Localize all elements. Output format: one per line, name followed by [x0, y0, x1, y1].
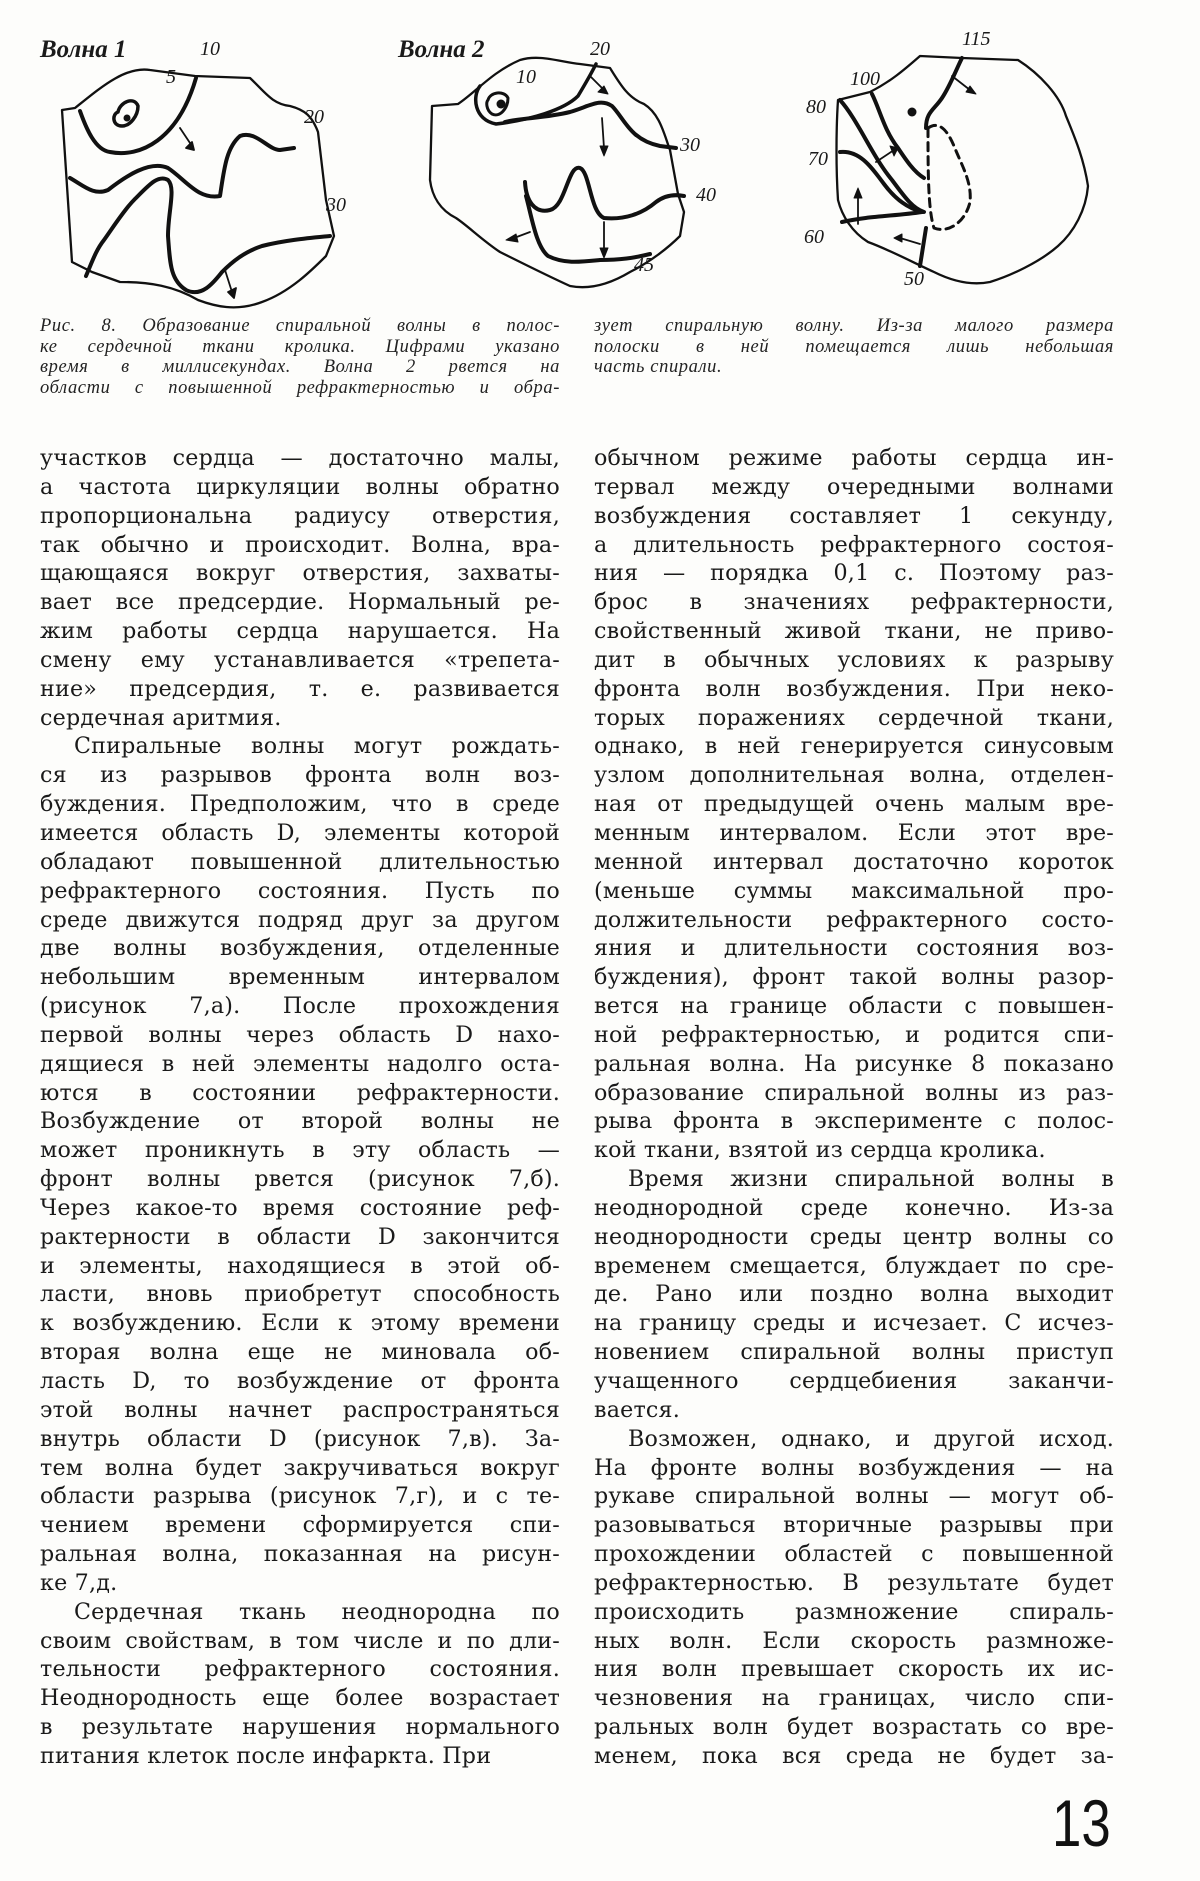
text-line: ласти, вновь приобретут способность [40, 1281, 560, 1308]
text-line: Время жизни спиральной волны в [628, 1166, 1114, 1193]
text-line: рукаве спиральной волны — могут об- [594, 1483, 1114, 1510]
text-line: разовываться вторичные разрывы при [594, 1512, 1114, 1539]
text-line: Возможен, однако, и другой исход. [628, 1425, 1114, 1452]
text-line: питания клеток после инфаркта. При [40, 1742, 492, 1769]
text-line: прохождении областей с повышенной [594, 1541, 1114, 1568]
text-line: ются в состоянии рефрактерности. [40, 1079, 560, 1106]
text-line: тервал между очередными волнами [594, 473, 1114, 500]
panel-1-time-10: 10 [200, 38, 220, 60]
text-line: жим работы сердца нарушается. На [40, 618, 560, 645]
text-line: своим свойствам, в том числе и по дли- [40, 1627, 560, 1654]
text-line: рактерности в области D закончится [40, 1223, 560, 1250]
text-line: вается. [594, 1396, 681, 1423]
text-line: а частота циркуляции волны обратно [40, 473, 560, 500]
text-line: ная от предыдущей очень малым вре- [594, 791, 1114, 818]
text-line: рефрактерностью. В результате будет [594, 1569, 1114, 1596]
text-line: вторая волна еще не миновала об- [40, 1339, 560, 1366]
text-line: щающаяся вокруг отверстия, захваты- [40, 560, 560, 587]
caption-line: полоски в ней помещается лишь небольшая [594, 336, 1114, 357]
panel-2-time-20: 20 [590, 38, 610, 60]
panel-1-time-20: 20 [304, 106, 324, 128]
caption-line: время в миллисекундах. Волна 2 рвется на [40, 357, 560, 377]
text-line: небольшим временным интервалом [40, 964, 560, 991]
text-line: ных волн. Если скорость размноже- [594, 1627, 1114, 1654]
panel-3-time-100: 100 [850, 68, 880, 90]
body-right-column [594, 444, 1114, 1771]
text-line: и элементы, находящиеся в этой об- [40, 1252, 560, 1279]
figure-caption-right [594, 316, 1114, 378]
text-line: ния волн превышает скорость их ис- [594, 1656, 1114, 1683]
page-number: 13 [1052, 1786, 1111, 1860]
text-line: Неоднородность еще более возрастает [40, 1685, 560, 1712]
text-line: буждения. Предположим, что в среде [40, 791, 560, 818]
text-line: менем, пока вся среда не будет за- [594, 1742, 1114, 1769]
text-line: смену ему устанавливается «трепета- [40, 646, 560, 673]
panel-2-drawing [430, 58, 684, 287]
text-line: этой волны начнет распространяться [40, 1396, 560, 1423]
text-line: торых поражениях сердечной ткани, [594, 704, 1114, 731]
panel-2-label: Волна 2 [398, 36, 485, 63]
text-line: пропорциональна радиусу отверстия, [40, 502, 560, 529]
text-line: неоднородности среды центр волны со [594, 1223, 1114, 1250]
text-line: буждения), фронт такой волны разор- [594, 964, 1114, 991]
figure-8 [0, 0, 1200, 315]
text-line: на границу среды и исчезает. С исчез- [594, 1310, 1114, 1337]
text-line: вется на границе области с повышен- [594, 993, 1114, 1020]
text-line: а длительность рефрактерного состоя- [594, 531, 1114, 558]
text-line: среде движутся подряд друг за другом [40, 906, 560, 933]
panel-2-time-45: 45 [634, 254, 654, 276]
text-line: ной рефрактерностью, и родится спи- [594, 1021, 1114, 1048]
text-line: учащенного сердцебиения заканчи- [594, 1368, 1114, 1394]
text-line: внутрь области D (рисунок 7,в). За- [40, 1425, 560, 1452]
text-line: менной интервал достаточно короток [594, 848, 1114, 875]
panel-1-label: Волна 1 [40, 36, 127, 63]
text-line: менным интервалом. Если этот вре- [594, 819, 1114, 846]
text-line: образование спиральной волны из раз- [594, 1079, 1114, 1106]
text-line: рефрактерного состояния. Пусть по [40, 877, 560, 904]
figure-caption-left [40, 316, 560, 398]
text-line: сердечная аритмия. [40, 704, 282, 731]
panel-3-time-70: 70 [808, 148, 828, 170]
text-line: ласть D, то возбуждение от фронта [40, 1368, 560, 1394]
text-line: ся из разрывов фронта волн воз- [40, 762, 560, 789]
text-line: ральная волна. На рисунке 8 показано [594, 1050, 1114, 1077]
text-line: чезновения на границах, число спи- [594, 1685, 1114, 1712]
text-line: ние» предсердия, т. е. развивается [40, 675, 560, 702]
text-line: узлом дополнительная волна, отделен- [594, 762, 1114, 789]
text-line: кой ткани, взятой из сердца кролика. [594, 1137, 1046, 1164]
text-line: тельности рефрактерного состояния. [40, 1656, 560, 1683]
text-line: обычном режиме работы сердца ин- [594, 445, 1114, 471]
text-line: свойственный живой ткани, не приво- [594, 618, 1114, 645]
text-line: Спиральные волны могут рождать- [74, 733, 560, 760]
text-line: рыва фронта в эксперименте с полос- [594, 1108, 1114, 1135]
text-line: участков сердца — достаточно малы, [40, 445, 560, 471]
panel-3-time-115: 115 [962, 28, 991, 50]
text-line: (меньше суммы максимальной про- [594, 877, 1114, 904]
text-line: брос в значениях рефрактерности, [594, 589, 1114, 616]
text-line: дящиеся в ней элементы надолго оста- [40, 1050, 560, 1077]
text-line: так обычно и происходит. Волна, вра- [40, 531, 560, 558]
text-line: происходить размножение спираль- [594, 1598, 1114, 1625]
text-line: ральных волн будет возрастать со вре- [594, 1714, 1114, 1741]
text-line: однако, в ней генерируется синусовым [594, 733, 1114, 760]
panel-1-drawing [62, 70, 334, 308]
text-line: вает все предсердие. Нормальный ре- [40, 589, 560, 616]
caption-line: ке сердечной ткани кролика. Цифрами указано [40, 336, 560, 357]
panel-2-time-10: 10 [516, 66, 536, 88]
caption-line: Рис. 8. Образование спиральной волны в полос- [40, 316, 560, 336]
body-left-column [40, 444, 560, 1771]
panel-1-time-5: 5 [166, 66, 176, 88]
text-line: обладают повышенной длительностью [40, 848, 560, 875]
text-line: Возбуждение от второй волны не [40, 1108, 560, 1135]
text-line: фронт волны рвется (рисунок 7,б). [40, 1166, 560, 1193]
text-line: к возбуждению. Если к этому времени [40, 1310, 560, 1337]
text-line: две волны возбуждения, отделенные [40, 935, 560, 962]
panel-2-time-40: 40 [696, 184, 716, 206]
panel-2-time-30: 30 [680, 134, 700, 156]
text-line: ральная волна, показанная на рисун- [40, 1541, 560, 1568]
panel-3-time-60: 60 [804, 226, 824, 248]
text-line: тем волна будет закручиваться вокруг [40, 1454, 560, 1481]
caption-line: зует спиральную волну. Из-за малого размера [594, 316, 1114, 336]
text-line: дит в обычных условиях к разрыву [594, 646, 1114, 673]
text-line: в результате нарушения нормального [40, 1714, 560, 1741]
text-line: Сердечная ткань неоднородна по [74, 1598, 560, 1625]
text-line: Через какое-то время состояние реф- [40, 1194, 560, 1221]
text-line: возбуждения составляет 1 секунду, [594, 502, 1114, 529]
caption-line: области с повышенной рефрактерностью и обра- [40, 377, 560, 398]
text-line: неоднородной среде конечно. Из-за [594, 1194, 1114, 1221]
panel-1-time-30: 30 [326, 194, 346, 216]
text-line: фронта волн возбуждения. При неко- [594, 675, 1114, 702]
caption-line: часть спирали. [594, 357, 723, 377]
text-line: должительности рефрактерного состо- [594, 906, 1114, 933]
text-line: может проникнуть в эту область — [40, 1137, 560, 1164]
text-line: (рисунок 7,а). После прохождения [40, 993, 560, 1020]
text-line: де. Рано или поздно волна выходит [594, 1281, 1114, 1308]
text-line: временем смещается, блуждает по сре- [594, 1252, 1114, 1279]
text-line: новением спиральной волны приступ [594, 1339, 1114, 1366]
text-line: На фронте волны возбуждения — на [594, 1454, 1114, 1481]
text-line: имеется область D, элементы которой [40, 819, 560, 846]
text-line: ке 7,д. [40, 1569, 118, 1596]
text-line: яния и длительности состояния воз- [594, 935, 1114, 962]
text-line: первой волны через область D нахо- [40, 1021, 560, 1048]
panel-3-time-50: 50 [904, 268, 924, 290]
text-line: ния — порядка 0,1 с. Поэтому раз- [594, 560, 1114, 587]
panel-3-time-80: 80 [806, 96, 826, 118]
text-line: области разрыва (рисунок 7,г), и с те- [40, 1483, 560, 1510]
text-line: чением времени сформируется спи- [40, 1512, 560, 1539]
